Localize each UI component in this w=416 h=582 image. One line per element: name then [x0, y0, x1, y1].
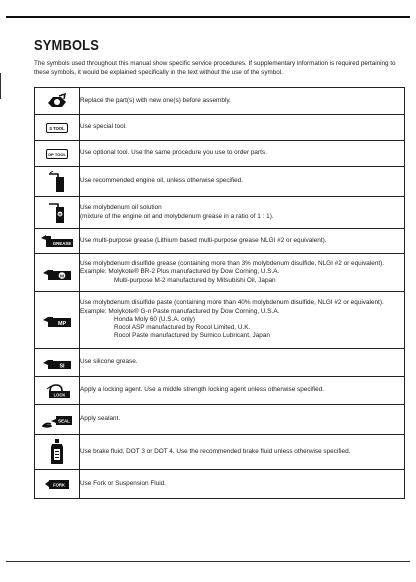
intro-paragraph: The symbols used throughout this manual show specific service procedures. If supplementary information is required pertaining to these symbols, it would be explained specifically in the text without the use of the symbol. — [34, 60, 396, 76]
icon-cell — [35, 197, 80, 229]
table-row — [35, 377, 405, 405]
icon-label: OP TOOL — [48, 151, 66, 157]
optional-tool-icon — [46, 149, 68, 159]
icon-cell — [35, 229, 80, 254]
molybdenum-oil-solution-icon — [47, 201, 67, 225]
description-cell — [80, 229, 405, 254]
icon-cell — [35, 167, 80, 197]
table-row — [35, 197, 405, 229]
description-text: Use molybdenum disulfide grease (containing more than 3% molybdenum disulfide, NLGI #2 or equivalent). — [80, 260, 385, 268]
locking-agent-icon — [42, 383, 72, 399]
table-row — [35, 405, 405, 435]
description-cell — [80, 435, 405, 470]
description-cell — [80, 470, 405, 499]
icon-cell — [35, 115, 80, 141]
table-row — [35, 435, 405, 470]
description-cell — [80, 377, 405, 405]
engine-oil-icon — [47, 171, 67, 193]
description-text: Honda Moly 60 (U.S.A. only) — [114, 315, 195, 323]
icon-cell — [35, 141, 80, 167]
description-text: (mixture of the engine oil and molybdenum grease in a ratio of 1 : 1). — [80, 212, 274, 220]
description-text: Example: Molykote® G-n Paste manufactured by Dow Corning, U.S.A. — [80, 307, 280, 315]
description-text: Rocol Paste manufactured by Sumico Lubricant, Japan — [114, 332, 270, 340]
icon-label: FORK — [53, 482, 65, 488]
description-text: Use molybdenum oil solution — [80, 204, 162, 212]
description-cell — [80, 88, 405, 115]
fork-fluid-icon — [44, 478, 70, 490]
brake-fluid-icon — [49, 439, 65, 465]
description-text: Use multi-purpose grease (Lithium based multi-purpose grease NLGI #2 or equivalent). — [80, 236, 327, 244]
icon-cell — [35, 435, 80, 470]
silicone-grease-icon — [42, 356, 72, 370]
icon-cell — [35, 349, 80, 377]
table-row — [35, 115, 405, 141]
table-row — [35, 292, 405, 349]
description-cell — [80, 349, 405, 377]
icon-label: SEAL — [58, 418, 70, 423]
description-text: Use Fork or Suspension Fluid. — [80, 479, 166, 487]
description-cell — [80, 141, 405, 167]
table-row — [35, 229, 405, 254]
page-title: SYMBOLS — [34, 37, 99, 54]
icon-cell — [35, 405, 80, 435]
top-rule — [6, 16, 410, 18]
icon-cell — [35, 377, 80, 405]
description-text: Use brake fluid, DOT 3 or DOT 4. Use the recommended brake fluid unless otherwise specified. — [80, 447, 351, 455]
description-text: Multi-purpose M-2 manufactured by Mitsubishi Oil, Japan — [114, 276, 276, 284]
description-cell — [80, 254, 405, 292]
icon-cell — [35, 470, 80, 499]
molybdenum-disulfide-paste-icon — [42, 312, 72, 328]
description-cell — [80, 197, 405, 229]
icon-label: S TOOL — [49, 125, 65, 131]
table-row — [35, 141, 405, 167]
description-text: Apply a locking agent. Use a middle strength locking agent unless otherwise specified. — [80, 386, 325, 394]
svg-text:M: M — [58, 212, 62, 217]
margin-mark — [0, 73, 1, 99]
icon-label: M — [60, 272, 64, 278]
sealant-icon — [41, 411, 73, 429]
icon-cell — [35, 254, 80, 292]
description-text: Use molybdenum disulfide paste (containing more than 40% molybdenum disulfide, NLGI #2 or equivalent). — [80, 299, 384, 307]
table-row — [35, 349, 405, 377]
icon-label: SI — [59, 362, 65, 369]
symbols-table — [34, 87, 405, 499]
table-row — [35, 88, 405, 115]
icon-label: LOCK — [53, 391, 66, 397]
description-cell — [80, 167, 405, 197]
molybdenum-disulfide-grease-icon — [42, 265, 72, 281]
bottom-rule — [6, 561, 410, 562]
description-text: Use special tool. — [80, 123, 127, 131]
icon-cell — [35, 88, 80, 115]
description-cell — [80, 292, 405, 349]
table-row — [35, 254, 405, 292]
description-cell — [80, 405, 405, 435]
icon-cell — [35, 292, 80, 349]
description-text: Use silicone grease. — [80, 358, 138, 366]
description-text: Replace the part(s) with new one(s) before assembly. — [80, 96, 231, 104]
description-cell — [80, 115, 405, 141]
icon-label: GREASE — [52, 241, 72, 246]
description-text: Apply sealant. — [80, 415, 121, 423]
description-text: Use optional tool. Use the same procedure you use to order parts. — [80, 149, 267, 157]
replace-parts-icon — [44, 93, 70, 109]
multipurpose-grease-icon — [40, 234, 74, 248]
description-text: Use recommended engine oil, unless otherwise specified. — [80, 177, 244, 185]
description-text: Example: Molykote® BR-2 Plus manufactured by Dow Corning, U.S.A. — [80, 268, 280, 276]
table-row — [35, 470, 405, 499]
icon-label: MP — [57, 321, 67, 327]
table-row — [35, 167, 405, 197]
special-tool-icon — [46, 123, 68, 133]
description-text: Rocol ASP manufactured by Rocol Limited, U.K. — [114, 324, 251, 332]
